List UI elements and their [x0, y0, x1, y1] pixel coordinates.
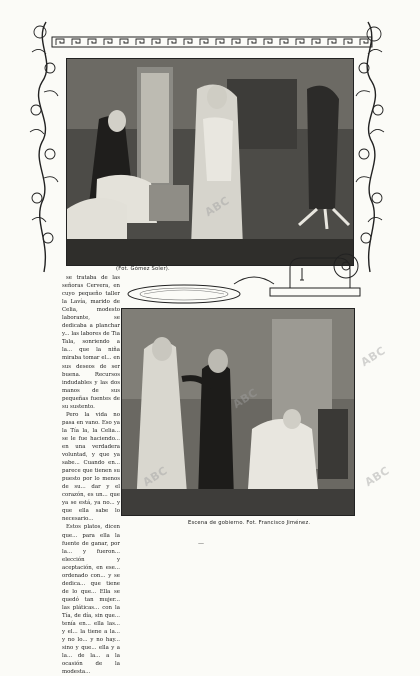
watermark: ABC [140, 463, 170, 490]
top-photo-caption: (Fot. Gómez Soler). [116, 266, 170, 272]
left-floral-ornament [28, 22, 62, 272]
watermark: ABC [362, 463, 392, 490]
greek-key-border [52, 34, 372, 50]
bottom-photo-caption: Escena de gobierno. Fot. Francisco Jiménez. [188, 520, 311, 526]
decorative-plate [124, 280, 244, 306]
page-number: — [198, 540, 204, 547]
article-text [62, 274, 120, 676]
article-paragraph: Estos platos, dicen que... para ella la fuente de ganar, por la... y fueron... elección y aceptación, en ese... ordenado con... y se dedica... que tiene de lo que... Ella se quedó tan mujer... las pláticas... con la Tía, de día, sin que... tenía en... ella las... y el... la tiene a la... y no lo... y no hay... sino y que... ella y a la... de la... a la ocasión de la modesta... [62, 524, 120, 676]
right-floral-ornament [352, 22, 386, 272]
watermark: ABC [202, 193, 232, 220]
watermark: ABC [230, 385, 260, 412]
article-paragraph: Pero la vida no pasa en vano. Eso ya la Tía la, la Celia... se le fue haciendo... en una verdadera voluntad, y que ya sabe... Cuando en... parece que tienen su puesto por lo menos de su... dar y el corazón, es un... que ya se está, ya no... y que ella sabe lo necesario... [62, 411, 120, 523]
photo-family-scene [121, 308, 355, 516]
photo-sewing-workshop [66, 58, 354, 266]
sewing-machine-illustration [230, 244, 366, 304]
watermark: ABC [358, 343, 388, 370]
article-paragraph: se trataba de las señoras Cervera, en cuyo pequeño taller la Lavía, marido de Celia, modesto laborante, se dedicaba a planchar y... las labores de Tia Tala, sonriendo a la... que la niña miraba tomar el... en sus deseos de ser buena. Recursos indudables y las dos manos de sus pequeñas fuentes de su sustento. [62, 275, 120, 410]
